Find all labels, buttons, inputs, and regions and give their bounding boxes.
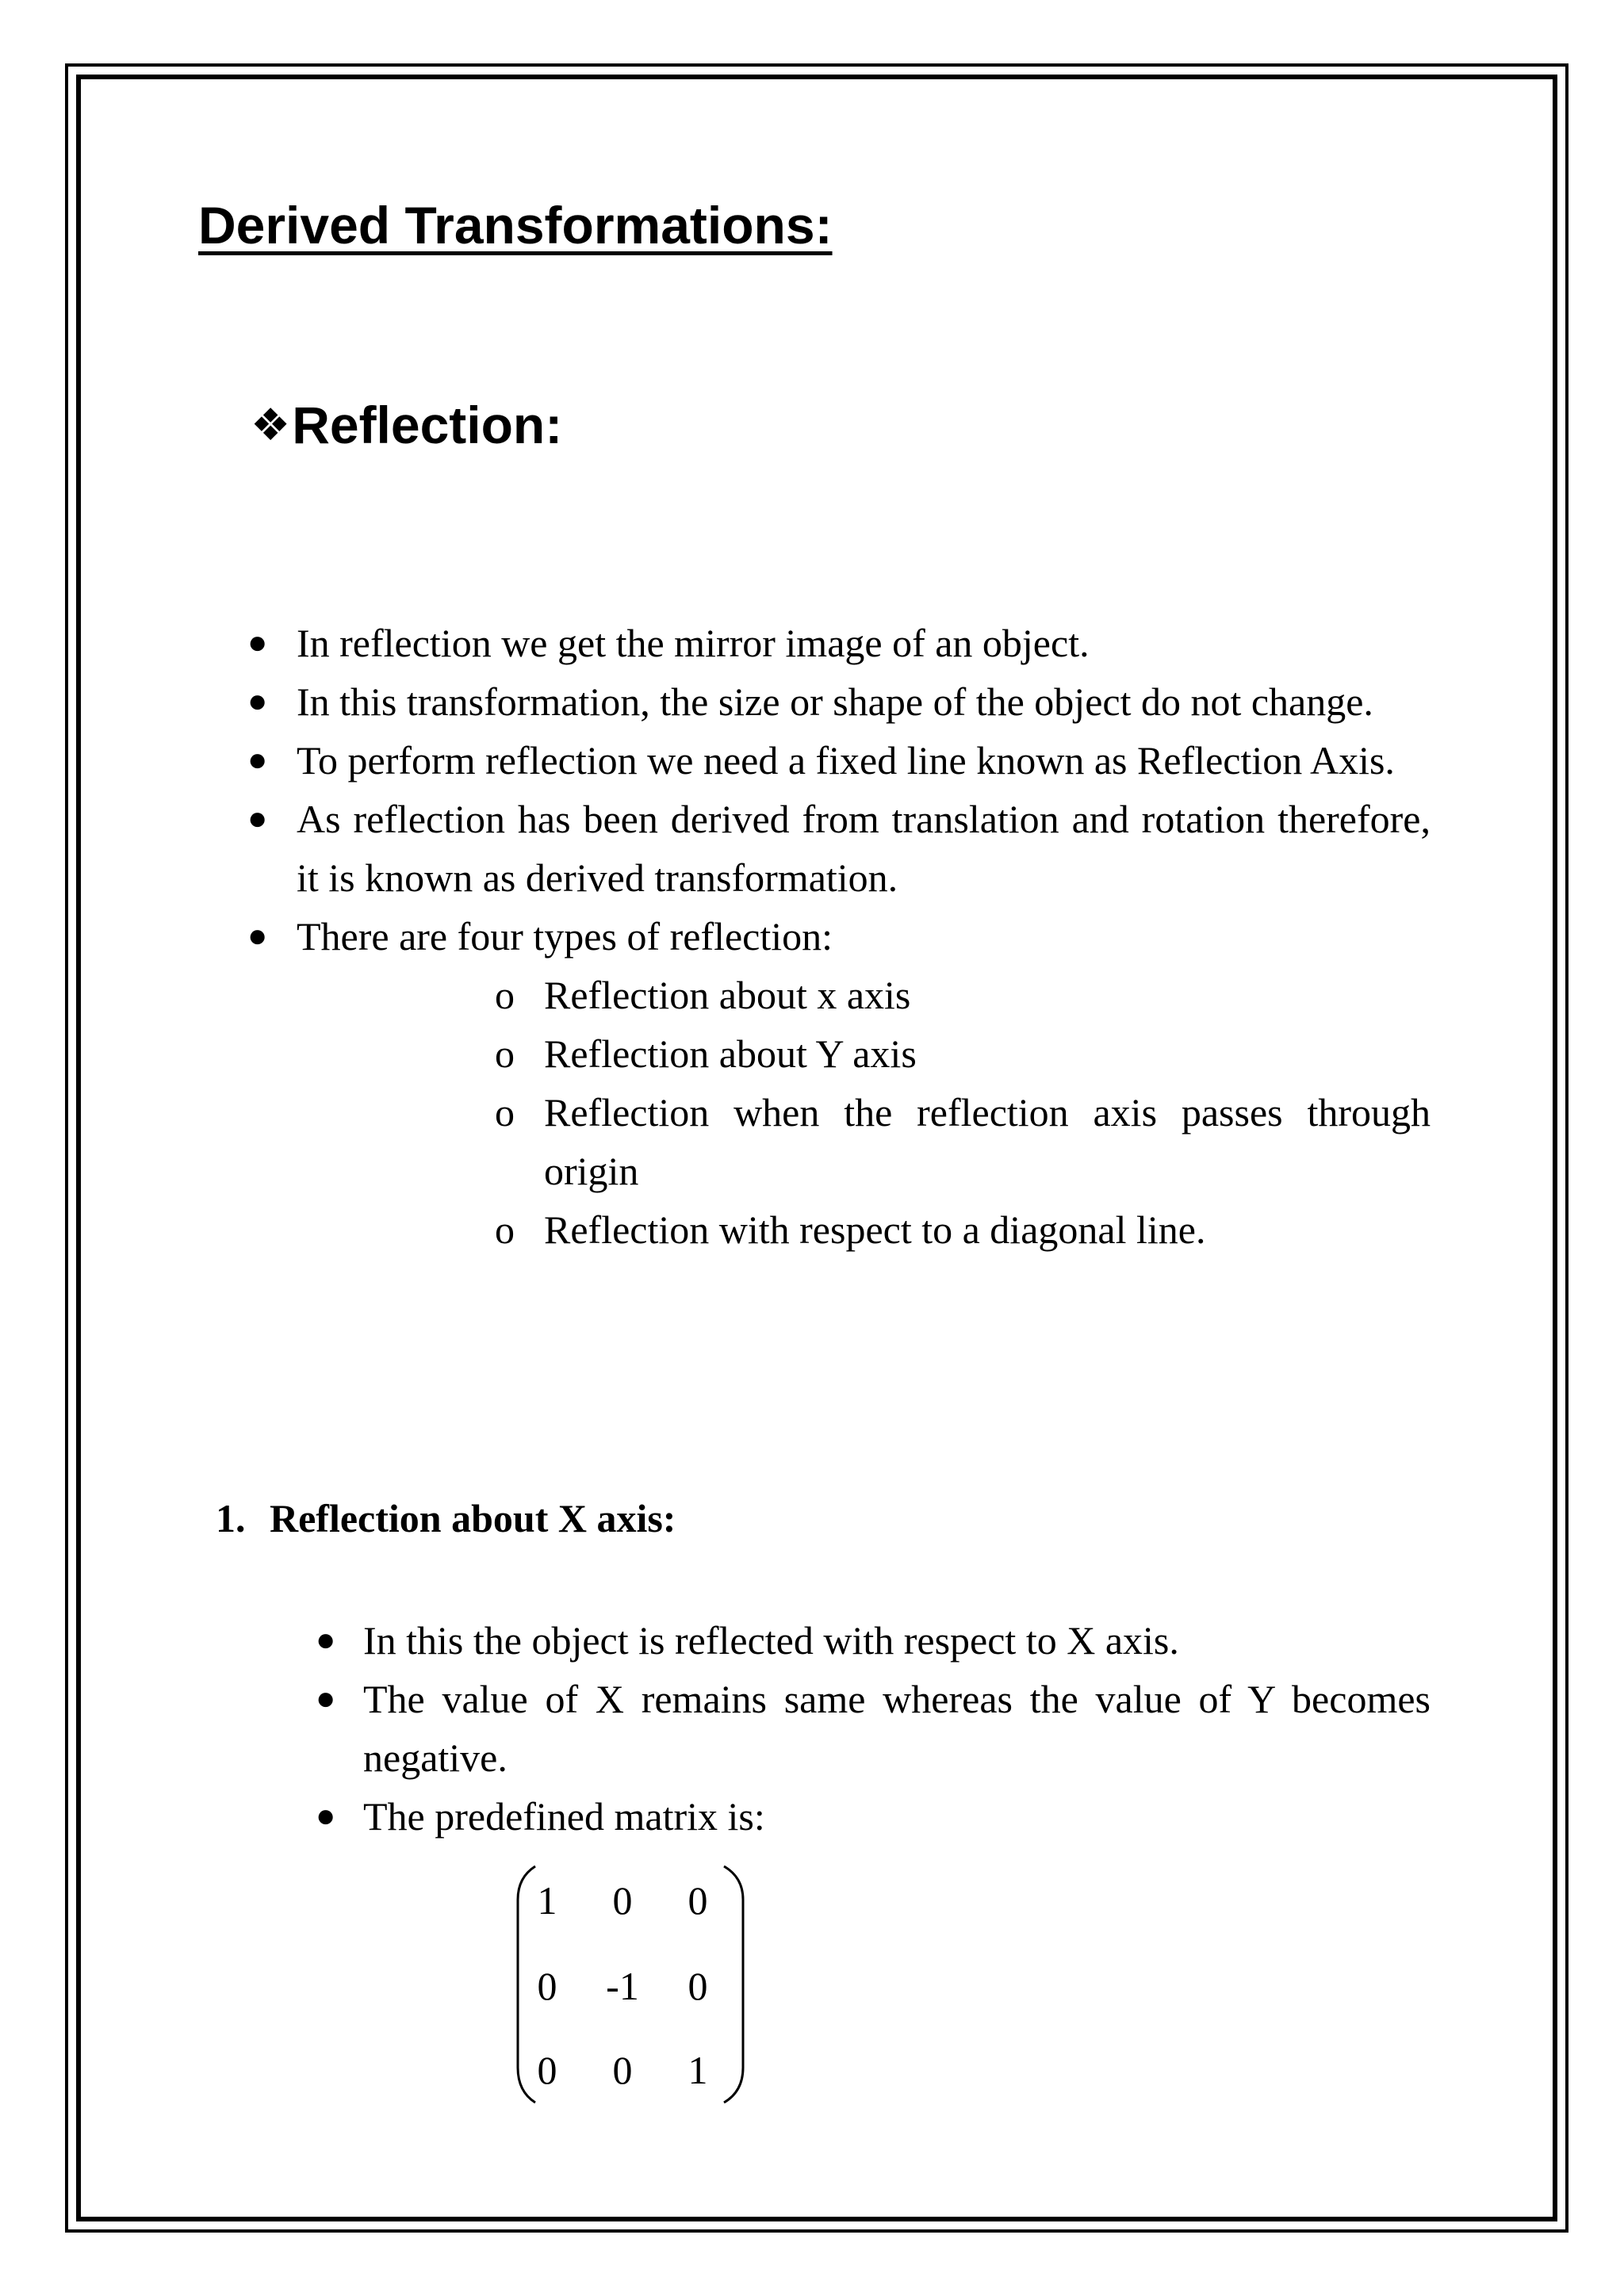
list-item-text: To perform reflection we need a fixed line known as Reflection Axis.: [297, 738, 1395, 783]
x-axis-bullet-list: [316, 1611, 1431, 1846]
matrix-cell: 0: [688, 1878, 708, 1923]
list-item: [247, 672, 1431, 731]
list-item: [316, 1787, 1431, 1846]
sub-list-item-text: Reflection with respect to a diagonal line.: [544, 1207, 1206, 1252]
bullet-dot-icon: ●: [316, 1681, 336, 1717]
subsection-number: 1.: [216, 1496, 246, 1540]
bullet-dot-icon: ●: [247, 918, 268, 955]
matrix-cell: 1: [537, 1878, 557, 1923]
matrix-row: [511, 2041, 749, 2099]
sub-list-item-text: Reflection about x axis: [544, 973, 911, 1017]
sub-list-item-text: Reflection about Y axis: [544, 1031, 917, 1076]
hollow-circle-bullet-icon: o: [495, 1031, 515, 1076]
list-item-text: In this the object is reflected with respect to X axis.: [363, 1618, 1179, 1663]
sub-list-item: [495, 1083, 1431, 1200]
list-item: [247, 731, 1431, 790]
matrix-cell: -1: [606, 1964, 639, 2008]
bullet-dot-icon: ●: [316, 1622, 336, 1659]
matrix-cell: 0: [688, 1964, 708, 2008]
section-heading: [251, 395, 562, 455]
subsection-heading: [216, 1495, 676, 1541]
matrix-row: [511, 1957, 749, 2015]
matrix-row: [511, 1871, 749, 1930]
list-item: [247, 790, 1431, 907]
list-item: [316, 1670, 1431, 1787]
subsection-heading-text: Reflection about X axis:: [270, 1496, 676, 1540]
sub-list-item: [495, 1024, 1431, 1083]
list-item: [316, 1611, 1431, 1670]
section-heading-text: Reflection:: [292, 396, 563, 454]
bullet-dot-icon: ●: [316, 1798, 336, 1835]
bullet-dot-icon: ●: [247, 683, 268, 720]
hollow-circle-bullet-icon: o: [495, 973, 515, 1017]
page-title: Derived Transformations:: [198, 196, 833, 254]
list-item: [247, 614, 1431, 672]
list-item-text: The predefined matrix is:: [363, 1794, 765, 1839]
matrix-cell: 0: [537, 2048, 557, 2092]
hollow-circle-bullet-icon: o: [495, 1207, 515, 1252]
list-item: [247, 907, 1431, 1259]
sub-list-item: [495, 1200, 1431, 1259]
matrix-cell: 0: [612, 2048, 633, 2092]
hollow-circle-bullet-icon: o: [495, 1090, 515, 1135]
bullet-dot-icon: ●: [247, 625, 268, 661]
list-item-text: In reflection we get the mirror image of an object.: [297, 621, 1090, 665]
list-item-text: In this transformation, the size or shape of the object do not change.: [297, 679, 1373, 724]
list-item-text: There are four types of reflection:: [297, 914, 833, 959]
matrix-cell: 1: [688, 2048, 708, 2092]
diamond-bullet-icon: ❖: [251, 400, 291, 450]
sub-list-item-text: Reflection when the reflection axis passes through origin: [544, 1090, 1431, 1193]
bullet-dot-icon: ●: [247, 742, 268, 779]
bullet-dot-icon: ●: [247, 801, 268, 837]
reflection-matrix: [511, 1860, 749, 2107]
list-item-text: As reflection has been derived from translation and rotation therefore, it is known as derived transformation.: [297, 797, 1431, 900]
matrix-cell: 0: [537, 1964, 557, 2008]
matrix-cell: 0: [612, 1878, 633, 1923]
sub-list-item: [495, 966, 1431, 1024]
reflection-types-list: [495, 966, 1431, 1259]
list-item-text: The value of X remains same whereas the value of Y becomes negative.: [363, 1677, 1431, 1780]
reflection-bullet-list: [247, 614, 1431, 1259]
